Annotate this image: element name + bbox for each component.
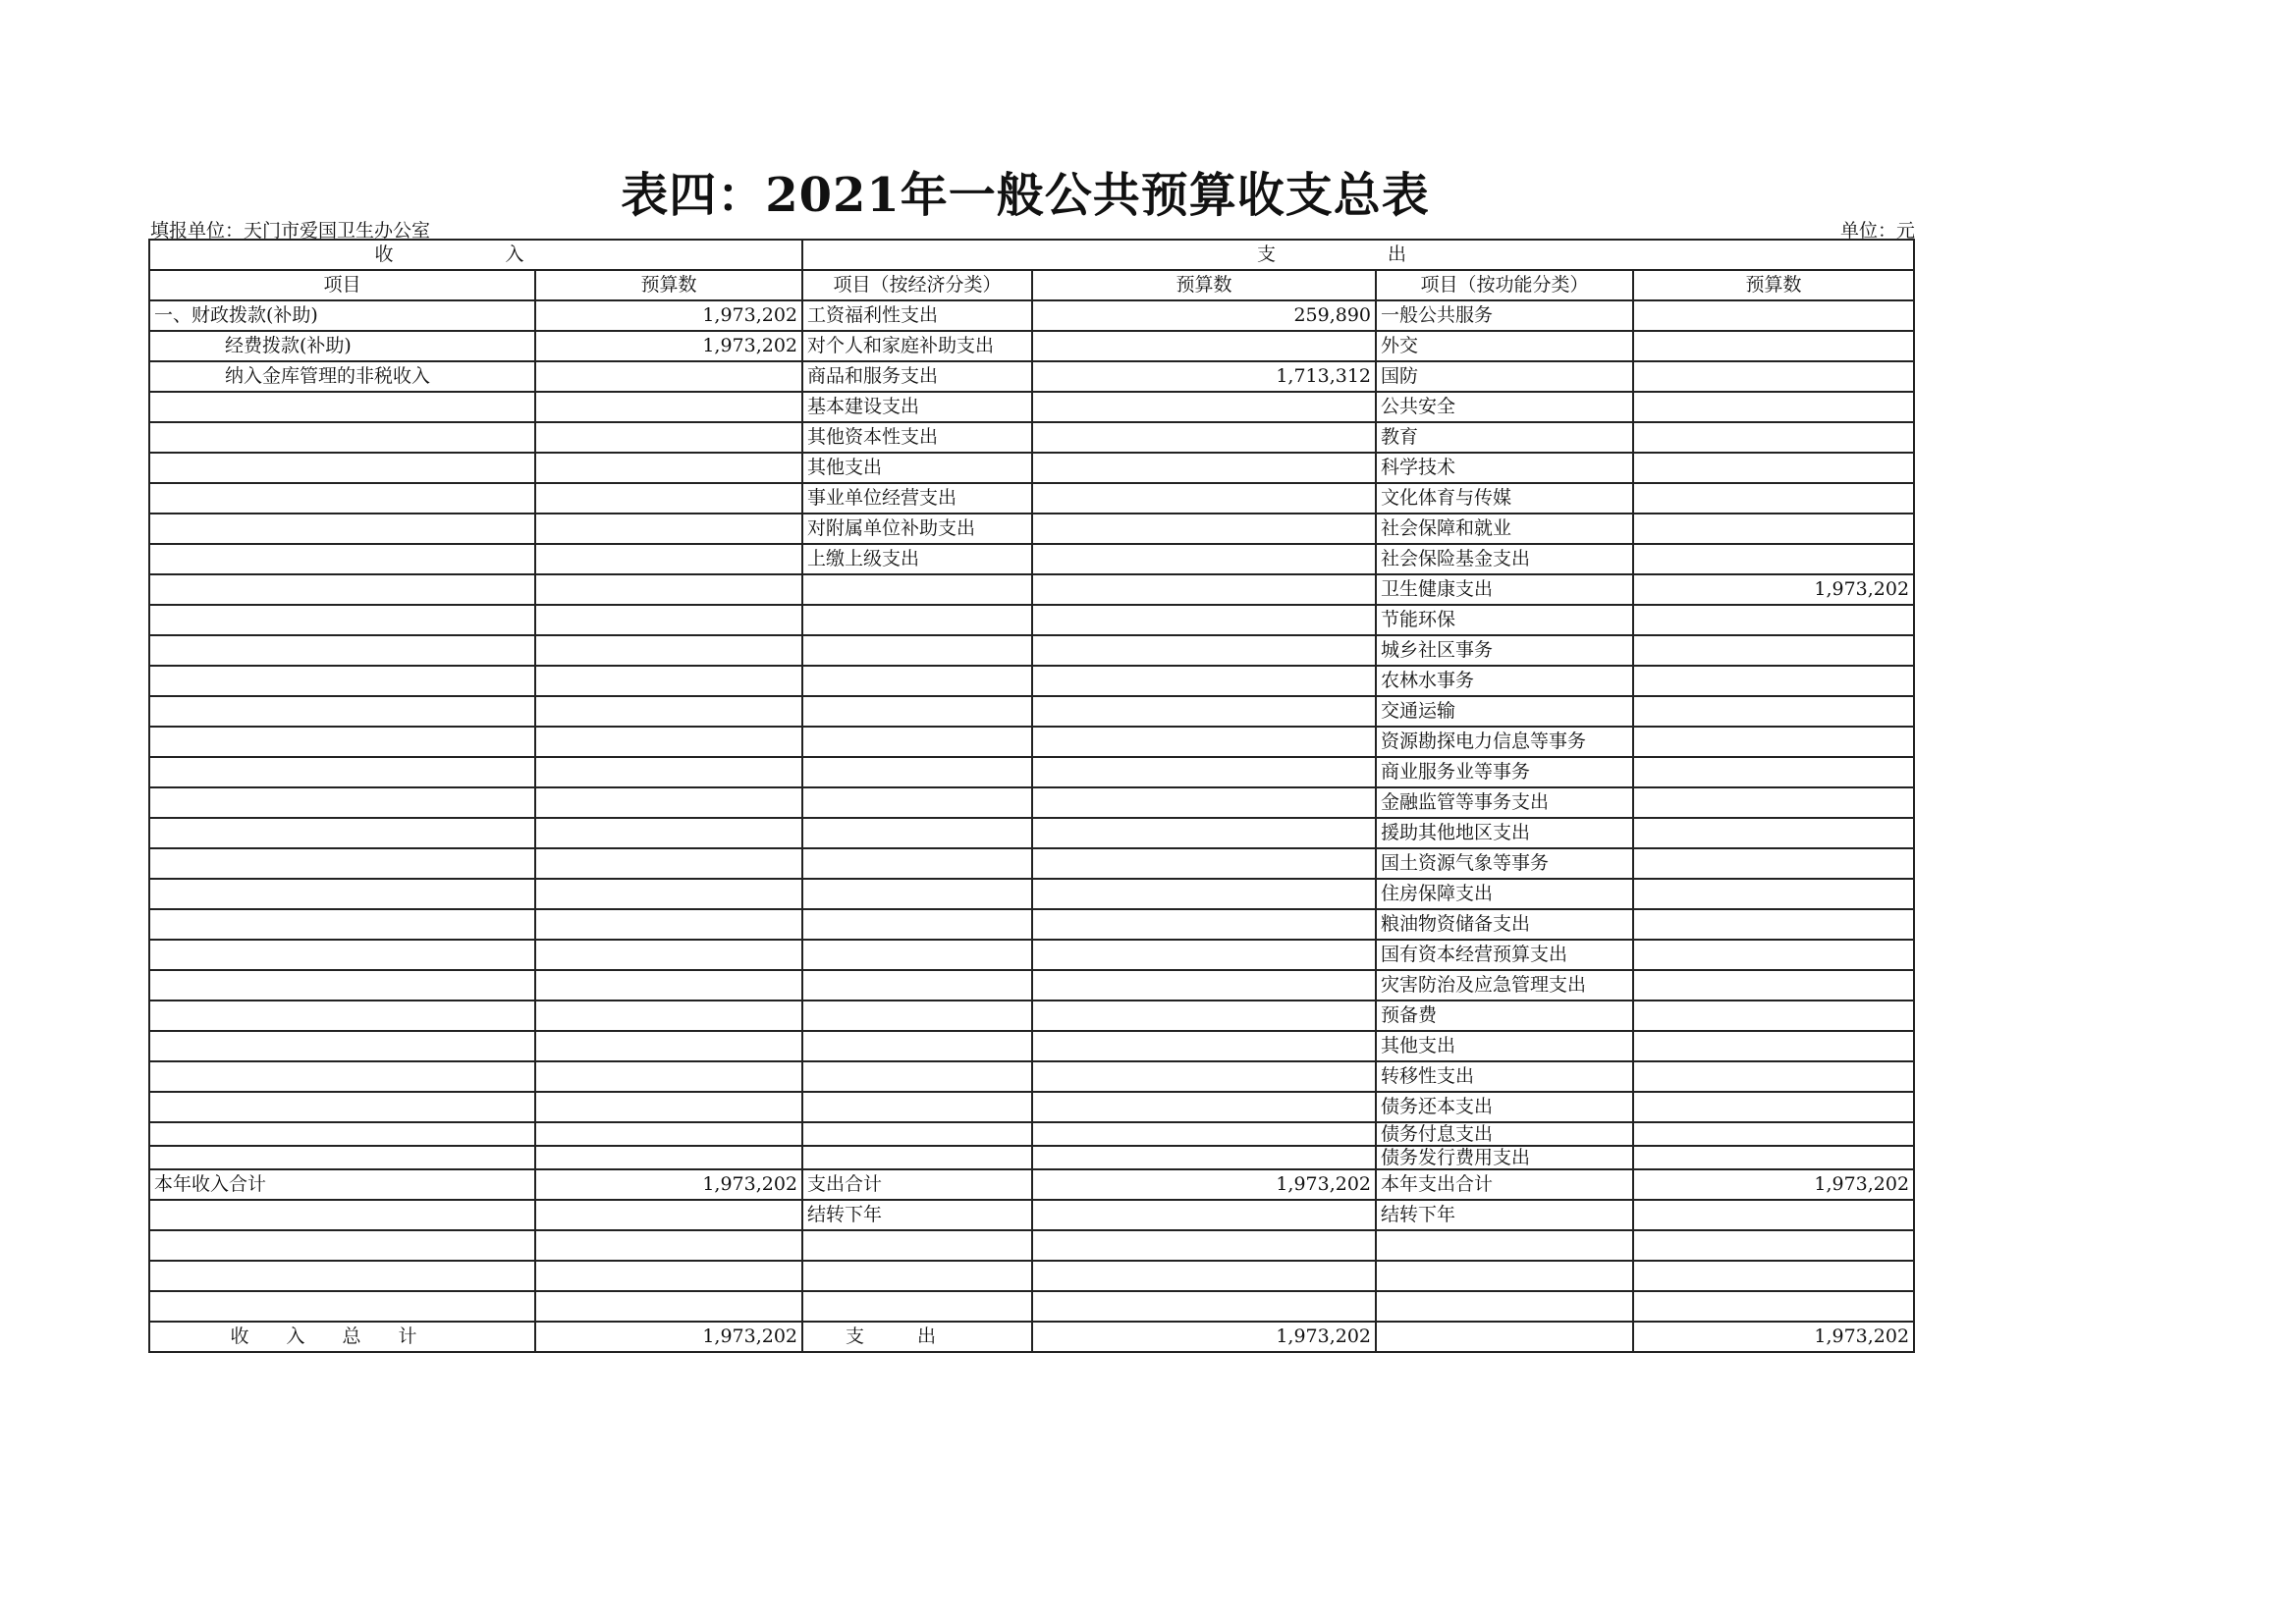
page-title: 表四：2021年一般公共预算收支总表 [621,168,1430,223]
econ-item-cell [802,879,1032,909]
table-row [149,453,1914,483]
func-amount-cell [1633,361,1914,392]
income-item-cell [149,483,535,514]
func-item-cell: 灾害防治及应急管理支出 [1376,970,1633,1001]
econ-amount-cell [1032,1031,1376,1061]
econ-item-cell [802,1146,1032,1169]
func-amount-cell [1633,453,1914,483]
func-amount-cell [1633,514,1914,544]
func-amount-cell [1633,757,1914,787]
func-item-cell: 科学技术 [1376,453,1633,483]
econ-amount-cell [1032,818,1376,848]
income-amount-cell [535,909,802,940]
econ-amount-cell [1032,909,1376,940]
income-item-cell [149,453,535,483]
econ-item-cell: 事业单位经营支出 [802,483,1032,514]
table-row [149,544,1914,574]
econ-item-cell: 其他支出 [802,453,1032,483]
econ-amount-cell [1032,392,1376,422]
econ-item-cell [802,970,1032,1001]
econ-total-label: 支出合计 [802,1169,1032,1200]
econ-amount-cell [1032,1122,1376,1146]
income-amount-cell [535,757,802,787]
income-amount-cell [535,453,802,483]
table-row [149,514,1914,544]
empty-cell [1032,1291,1376,1322]
income-item-header: 项目 [149,270,535,300]
income-item-cell [149,635,535,666]
func-item-cell: 债务还本支出 [1376,1092,1633,1122]
income-item-cell [149,1001,535,1031]
currency-unit: 单位：元 [1839,220,1915,242]
func-item-cell: 社会保障和就业 [1376,514,1633,544]
func-amount-cell [1633,727,1914,757]
income-item-cell: 纳入金库管理的非税收入 [149,361,535,392]
func-amount-cell [1633,1001,1914,1031]
func-item-cell: 教育 [1376,422,1633,453]
econ-amount-cell [1032,727,1376,757]
income-item-cell [149,696,535,727]
empty-cell [802,1291,1032,1322]
empty-cell [1376,1261,1633,1291]
func-amount-cell [1633,970,1914,1001]
func-item-cell: 公共安全 [1376,392,1633,422]
income-amount-cell [535,970,802,1001]
func-amount-cell [1633,422,1914,453]
income-amount-cell [535,1122,802,1146]
func-item-cell: 债务付息支出 [1376,1122,1633,1146]
func-item-cell: 城乡社区事务 [1376,635,1633,666]
carry-row [149,1200,1914,1230]
empty-cell [1376,1322,1633,1352]
econ-amount-cell [1032,879,1376,909]
table-row [149,1092,1914,1122]
econ-item-cell [802,727,1032,757]
func-item-cell: 国有资本经营预算支出 [1376,940,1633,970]
income-item-cell [149,1146,535,1169]
econ-amount-cell [1032,483,1376,514]
section-header-row [149,240,1914,270]
econ-item-cell: 工资福利性支出 [802,300,1032,331]
func-item-cell: 金融监管等事务支出 [1376,787,1633,818]
empty-cell [149,1261,535,1291]
func-amount-cell [1633,1146,1914,1169]
econ-carry-label: 结转下年 [802,1200,1032,1230]
econ-item-cell [802,1001,1032,1031]
func-item-cell: 粮油物资储备支出 [1376,909,1633,940]
income-item-cell [149,848,535,879]
func-item-cell: 卫生健康支出 [1376,574,1633,605]
func-amount-cell [1633,787,1914,818]
func-amount-cell [1633,909,1914,940]
econ-amount-cell [1032,1061,1376,1092]
econ-item-cell: 商品和服务支出 [802,361,1032,392]
expense-section-header: 支 出 [802,240,1914,270]
empty-cell [1633,1261,1914,1291]
income-item-cell [149,970,535,1001]
econ-amount-cell [1032,940,1376,970]
table-row [149,666,1914,696]
econ-amount-cell [1032,544,1376,574]
table-row [149,940,1914,970]
func-amount-cell [1633,300,1914,331]
econ-item-cell [802,666,1032,696]
empty-cell [149,1230,535,1261]
grand-income-amount: 1,973,202 [535,1322,802,1352]
func-item-cell: 文化体育与传媒 [1376,483,1633,514]
income-amount-header: 预算数 [535,270,802,300]
econ-item-cell [802,1061,1032,1092]
income-amount-cell [535,574,802,605]
func-carry-label: 结转下年 [1376,1200,1633,1230]
budget-table [148,239,1915,1353]
empty-cell [1633,1230,1914,1261]
income-item-cell [149,422,535,453]
econ-item-cell [802,787,1032,818]
func-amount-header: 预算数 [1633,270,1914,300]
func-amount-cell [1633,544,1914,574]
func-item-cell: 社会保险基金支出 [1376,544,1633,574]
grand-expense-label: 支出 [802,1322,1032,1352]
income-amount-cell [535,514,802,544]
income-amount-cell [535,940,802,970]
func-amount-cell [1633,635,1914,666]
econ-amount-cell: 1,713,312 [1032,361,1376,392]
func-amount-cell [1633,605,1914,635]
income-item-cell [149,727,535,757]
econ-item-cell [802,1031,1032,1061]
func-item-cell: 商业服务业等事务 [1376,757,1633,787]
income-amount-cell [535,787,802,818]
econ-amount-cell [1032,757,1376,787]
grand-income-label: 收入总计 [149,1322,535,1352]
income-amount-cell: 1,973,202 [535,300,802,331]
econ-item-cell [802,909,1032,940]
func-total-amount: 1,973,202 [1633,1169,1914,1200]
func-item-cell: 外交 [1376,331,1633,361]
func-amount-cell [1633,848,1914,879]
empty-cell [1032,1261,1376,1291]
func-item-cell: 资源勘探电力信息等事务 [1376,727,1633,757]
econ-item-cell [802,1122,1032,1146]
func-amount-cell [1633,1092,1914,1122]
func-item-cell: 援助其他地区支出 [1376,818,1633,848]
income-section-header: 收 入 [149,240,802,270]
income-amount-cell [535,1092,802,1122]
func-item-cell: 国土资源气象等事务 [1376,848,1633,879]
econ-amount-cell [1032,1146,1376,1169]
table-row [149,848,1914,879]
empty-cell [1032,1230,1376,1261]
econ-item-cell [802,848,1032,879]
func-amount-cell [1633,1031,1914,1061]
table-row [149,818,1914,848]
func-item-cell: 交通运输 [1376,696,1633,727]
econ-item-cell [802,605,1032,635]
func-item-cell: 住房保障支出 [1376,879,1633,909]
income-amount-cell [535,818,802,848]
empty-cell [535,1230,802,1261]
econ-amount-cell [1032,574,1376,605]
table-row [149,879,1914,909]
func-item-cell: 农林水事务 [1376,666,1633,696]
table-row [149,483,1914,514]
func-item-cell: 债务发行费用支出 [1376,1146,1633,1169]
econ-item-cell: 其他资本性支出 [802,422,1032,453]
econ-amount-cell: 259,890 [1032,300,1376,331]
econ-item-cell [802,757,1032,787]
empty-cell [1032,1200,1376,1230]
empty-cell [149,1291,535,1322]
income-amount-cell [535,483,802,514]
totals-row [149,1169,1914,1200]
table-row [149,1291,1914,1322]
income-amount-cell [535,544,802,574]
table-row [149,1122,1914,1146]
income-item-cell [149,940,535,970]
empty-cell [802,1261,1032,1291]
table-row [149,1230,1914,1261]
econ-amount-cell [1032,787,1376,818]
income-item-cell [149,574,535,605]
econ-item-cell [802,574,1032,605]
table-row [149,757,1914,787]
table-row [149,1061,1914,1092]
income-item-cell [149,879,535,909]
grand-func-amount: 1,973,202 [1633,1322,1914,1352]
table-row [149,909,1914,940]
econ-item-cell: 对附属单位补助支出 [802,514,1032,544]
func-amount-cell [1633,1122,1914,1146]
income-total-label: 本年收入合计 [149,1169,535,1200]
income-amount-cell [535,1061,802,1092]
income-amount-cell [535,605,802,635]
func-item-cell: 预备费 [1376,1001,1633,1031]
econ-amount-cell [1032,605,1376,635]
econ-amount-cell [1032,848,1376,879]
empty-cell [535,1291,802,1322]
income-item-cell: 经费拨款(补助) [149,331,535,361]
func-amount-cell [1633,696,1914,727]
func-amount-cell [1633,392,1914,422]
empty-cell [535,1261,802,1291]
income-amount-cell [535,848,802,879]
func-total-label: 本年支出合计 [1376,1169,1633,1200]
table-row [149,635,1914,666]
income-amount-cell [535,1146,802,1169]
func-item-cell: 节能环保 [1376,605,1633,635]
econ-amount-cell [1032,635,1376,666]
income-item-cell [149,909,535,940]
table-row [149,422,1914,453]
func-amount-cell [1633,879,1914,909]
func-amount-cell: 1,973,202 [1633,574,1914,605]
func-item-cell: 其他支出 [1376,1031,1633,1061]
table-row [149,392,1914,422]
income-amount-cell [535,696,802,727]
func-amount-cell [1633,940,1914,970]
table-row [149,1146,1914,1169]
empty-cell [802,1230,1032,1261]
empty-cell [1633,1200,1914,1230]
func-item-header: 项目（按功能分类） [1376,270,1633,300]
table-row [149,361,1914,392]
empty-cell [149,1200,535,1230]
econ-amount-cell [1032,422,1376,453]
econ-amount-cell [1032,666,1376,696]
func-item-cell: 一般公共服务 [1376,300,1633,331]
econ-amount-header: 预算数 [1032,270,1376,300]
table-row [149,1031,1914,1061]
econ-amount-cell [1032,453,1376,483]
income-item-cell [149,666,535,696]
table-row [149,300,1914,331]
func-item-cell: 转移性支出 [1376,1061,1633,1092]
income-amount-cell [535,727,802,757]
empty-cell [1376,1230,1633,1261]
income-item-cell: 一、财政拨款(补助) [149,300,535,331]
grand-econ-amount: 1,973,202 [1032,1322,1376,1352]
income-amount-cell [535,1031,802,1061]
income-amount-cell [535,666,802,696]
econ-item-cell: 对个人和家庭补助支出 [802,331,1032,361]
econ-item-header: 项目（按经济分类） [802,270,1032,300]
func-amount-cell [1633,483,1914,514]
empty-cell [1633,1291,1914,1322]
empty-cell [535,1200,802,1230]
table-row [149,696,1914,727]
reporting-unit: 填报单位：天门市爱国卫生办公室 [150,220,431,242]
econ-item-cell: 基本建设支出 [802,392,1032,422]
table-row [149,787,1914,818]
econ-amount-cell [1032,1001,1376,1031]
income-item-cell [149,605,535,635]
econ-amount-cell [1032,696,1376,727]
income-item-cell [149,757,535,787]
econ-amount-cell [1032,970,1376,1001]
income-item-cell [149,1122,535,1146]
empty-cell [1376,1291,1633,1322]
econ-item-cell [802,940,1032,970]
func-amount-cell [1633,331,1914,361]
econ-item-cell [802,818,1032,848]
table-row [149,331,1914,361]
income-item-cell [149,818,535,848]
income-amount-cell [535,392,802,422]
econ-item-cell [802,1092,1032,1122]
econ-amount-cell [1032,331,1376,361]
income-amount-cell [535,1001,802,1031]
grand-total-row [149,1322,1914,1352]
column-header-row [149,270,1914,300]
econ-amount-cell [1032,1092,1376,1122]
func-amount-cell [1633,818,1914,848]
income-item-cell [149,1031,535,1061]
table-row [149,727,1914,757]
income-item-cell [149,392,535,422]
func-amount-cell [1633,666,1914,696]
econ-amount-cell [1032,514,1376,544]
income-amount-cell: 1,973,202 [535,331,802,361]
income-item-cell [149,1092,535,1122]
income-item-cell [149,544,535,574]
income-amount-cell [535,361,802,392]
econ-item-cell: 上缴上级支出 [802,544,1032,574]
income-total-amount: 1,973,202 [535,1169,802,1200]
income-amount-cell [535,635,802,666]
table-row [149,574,1914,605]
func-item-cell: 国防 [1376,361,1633,392]
econ-item-cell [802,635,1032,666]
table-row [149,605,1914,635]
econ-item-cell [802,696,1032,727]
income-item-cell [149,1061,535,1092]
income-item-cell [149,514,535,544]
income-amount-cell [535,879,802,909]
table-row [149,1261,1914,1291]
func-amount-cell [1633,1061,1914,1092]
table-row [149,1001,1914,1031]
income-amount-cell [535,422,802,453]
table-row [149,970,1914,1001]
econ-total-amount: 1,973,202 [1032,1169,1376,1200]
budget-table-body [149,240,1914,1352]
income-item-cell [149,787,535,818]
